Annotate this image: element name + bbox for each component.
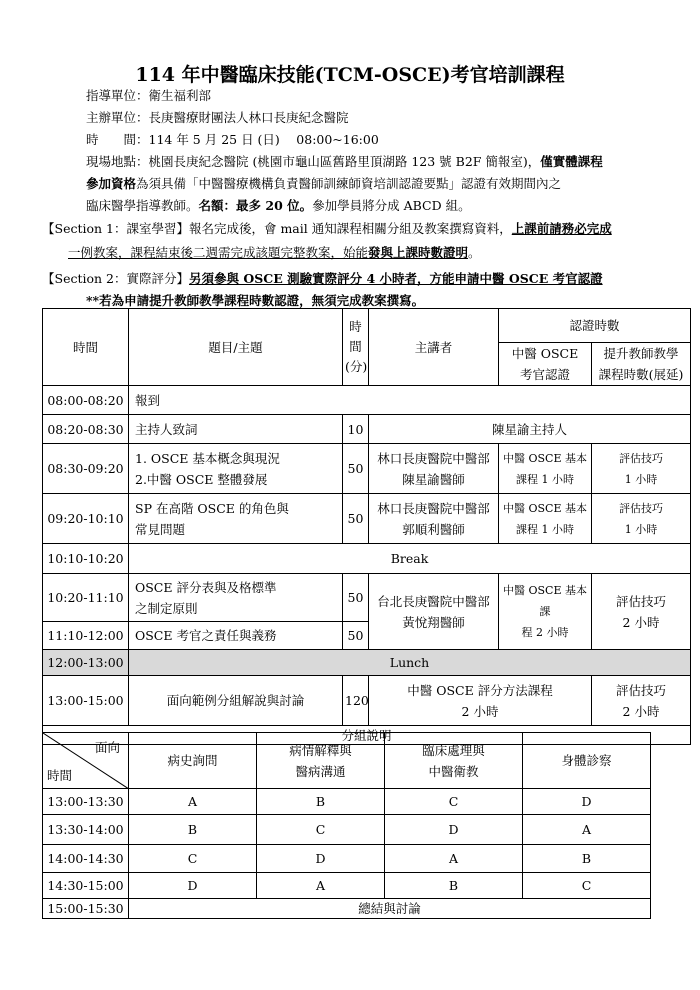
row-cert-teach [592, 494, 691, 544]
event-time: 時 間：114 年 5 月 25 日 (日) 08:00~16:00 [86, 132, 379, 147]
col-label: 病史詢問 [167, 753, 218, 768]
row-topic: 主持人致詞 [129, 415, 343, 444]
table-row [43, 444, 691, 494]
table-row [43, 574, 691, 622]
group-time: 13:30-14:00 [43, 815, 129, 845]
table-row [43, 494, 691, 544]
section1-certificate: 發與上課時數證明 [368, 245, 469, 260]
group-cell: D [129, 873, 257, 899]
header-minutes-2: 間 [349, 339, 362, 354]
table-row [43, 415, 691, 444]
page-title: 114 年中醫臨床技能(TCM-OSCE)考官培訓課程 [135, 64, 565, 86]
cert-line: 2 小時 [622, 614, 660, 630]
row-cert-osce [499, 444, 592, 494]
row-cert-teach [592, 444, 691, 494]
schedule-table [42, 308, 691, 745]
row-minutes: 50 [343, 494, 369, 544]
section1-text: 【Section 1：課室學習】報名完成後，會 mail 通知課程相關分組及教案撰寫資料， [42, 221, 512, 236]
row-topic [129, 444, 343, 494]
group-cell: B [257, 789, 385, 815]
cert-line: 2 小時 [622, 703, 660, 719]
row-cert-teach [592, 676, 691, 726]
row-topic-line: 2.中醫 OSCE 整體發展 [135, 471, 268, 487]
venue-text: 現場地點：桃園長庚紀念醫院 (桃園市龜山區舊路里頂湖路 123 號 B2F 簡報室)， [86, 154, 541, 169]
row-break: Break [129, 544, 691, 574]
table-row [43, 873, 651, 899]
row-topic: 面向範例分組解說與討論 [129, 676, 343, 726]
col-label: 身體診察 [561, 753, 612, 768]
speaker-dept: 林口長庚醫院中醫部 [377, 450, 490, 466]
row-time: 09:20-10:10 [43, 494, 129, 544]
cert-line: 評估技巧 [619, 501, 663, 515]
header-cert: 認證時數 [499, 309, 691, 343]
cert-line: 中醫 OSCE 基本課 [503, 584, 587, 618]
group-cell: A [129, 789, 257, 815]
row-time: 13:00-15:00 [43, 676, 129, 726]
cert-line: 評估技巧 [616, 682, 667, 698]
corner-bottom: 時間 [47, 768, 73, 783]
section2-note: **若為申請提升教師教學課程時數認證，無須完成教案撰寫。 [86, 293, 425, 308]
row-cert-osce [499, 494, 592, 544]
quota-count: 名額：最多 20 位。 [198, 198, 313, 213]
section1-requirement: 上課前請務必完成 [511, 221, 612, 236]
speaker-name: 陳星諭醫師 [402, 471, 465, 487]
section1-end: 。 [468, 245, 481, 260]
group-cell: A [385, 845, 523, 873]
group-cell: D [385, 815, 523, 845]
header-minutes [343, 309, 369, 386]
row-speaker [369, 444, 499, 494]
header-topic: 題目/主題 [129, 309, 343, 386]
speaker-name: 黃悅翔醫師 [402, 614, 465, 630]
table-row [43, 650, 691, 676]
row-lunch: Lunch [129, 650, 691, 676]
section1-line2 [68, 243, 481, 261]
cert-line: 程 2 小時 [521, 626, 569, 639]
group-cell: C [129, 845, 257, 873]
row-time: 10:10-10:20 [43, 544, 129, 574]
row-topic [129, 494, 343, 544]
group-cell: B [385, 873, 523, 899]
header-speaker: 主講者 [369, 309, 499, 386]
header-time: 時間 [43, 309, 129, 386]
header-cert-teach-1: 提升教師教學 [603, 346, 679, 361]
group-time: 14:30-15:00 [43, 873, 129, 899]
row-minutes: 10 [343, 415, 369, 444]
header-minutes-3: (分) [345, 359, 368, 374]
group-table [42, 732, 651, 919]
table-row [43, 544, 691, 574]
table-row [43, 899, 651, 919]
header-cert-teach [592, 343, 691, 386]
header-cert-osce [499, 343, 592, 386]
row-topic: OSCE 考官之責任與義務 [129, 622, 343, 650]
section1-deadline: 一例教案，課程結束後二週需完成該題完整教案，始能 [68, 245, 369, 260]
cert-line: 評估技巧 [616, 593, 667, 609]
table-row [43, 815, 651, 845]
row-cert-teach [592, 574, 691, 650]
row-time: 10:20-11:10 [43, 574, 129, 622]
col-label: 臨床處理與 [422, 742, 485, 758]
row-minutes: 50 [343, 574, 369, 622]
row-time: 08:30-09:20 [43, 444, 129, 494]
col-label: 醫病溝通 [295, 763, 346, 779]
table-row [43, 789, 651, 815]
table-row [43, 845, 651, 873]
group-time: 15:00-15:30 [43, 899, 129, 919]
cert-line: 中醫 OSCE 基本 [503, 451, 587, 465]
group-cell: A [523, 815, 651, 845]
section2-line [42, 269, 603, 287]
row-speaker [369, 574, 499, 650]
quota-pre: 臨床醫學指導教師。 [86, 198, 199, 213]
cert-line: 中醫 OSCE 基本 [503, 501, 587, 515]
quota-post: 參加學員將分成 ABCD 組。 [312, 198, 471, 213]
col-label: 中醫衛教 [428, 763, 479, 779]
row-topic-line: 常見問題 [135, 521, 186, 537]
group-cell: B [129, 815, 257, 845]
group-final: 總結與討論 [129, 899, 651, 919]
row-speaker [369, 494, 499, 544]
row-time: 08:20-08:30 [43, 415, 129, 444]
group-cell: B [523, 845, 651, 873]
cert-line: 1 小時 [624, 472, 658, 486]
venue-note: 僅實體課程 [540, 154, 603, 169]
header-cert-teach-2: 課程時數(展延) [598, 367, 684, 382]
speaker-dept: 台北長庚醫院中醫部 [377, 593, 490, 609]
host-unit: 主辦單位：長庚醫療財團法人林口長庚紀念醫院 [86, 110, 349, 125]
group-cell: C [523, 873, 651, 899]
group-section-title: 分組說明 [43, 726, 691, 745]
group-cell: C [385, 789, 523, 815]
row-time: 12:00-13:00 [43, 650, 129, 676]
row-minutes: 50 [343, 622, 369, 650]
row-minutes: 120 [343, 676, 369, 726]
row-topic: 報到 [129, 386, 691, 415]
speaker-dept: 林口長庚醫院中醫部 [377, 500, 490, 516]
row-topic-line: 之制定原則 [135, 600, 198, 616]
header-cert-osce-1: 中醫 OSCE [511, 346, 579, 361]
group-cell: A [257, 873, 385, 899]
header-cert-osce-2: 考官認證 [519, 367, 570, 382]
col-history [129, 733, 257, 789]
col-explain [257, 733, 385, 789]
corner-top: 面向 [94, 740, 120, 755]
cert-line: 2 小時 [461, 703, 499, 719]
qualification-label: 參加資格 [86, 176, 137, 191]
group-cell: D [523, 789, 651, 815]
group-cell: C [257, 815, 385, 845]
group-time: 14:00-14:30 [43, 845, 129, 873]
row-speaker: 陳星諭主持人 [369, 415, 691, 444]
row-time: 11:10-12:00 [43, 622, 129, 650]
section2-label: 【Section 2：實際評分】 [42, 271, 189, 286]
speaker-name: 郭順利醫師 [402, 521, 465, 537]
section1-line1 [42, 219, 612, 237]
row-topic-line: OSCE 評分表與及格標準 [135, 579, 277, 595]
col-label: 病情解釋與 [289, 742, 352, 758]
quota [86, 196, 471, 214]
guide-unit: 指導單位：衛生福利部 [86, 88, 212, 103]
table-row [43, 676, 691, 726]
group-time: 13:00-13:30 [43, 789, 129, 815]
table-row [43, 386, 691, 415]
cert-line: 1 小時 [624, 522, 658, 536]
col-clinical [385, 733, 523, 789]
section2-requirement: 另須參與 OSCE 測驗實際評分 4 小時者，方能申請中醫 OSCE 考官認證 [189, 271, 603, 286]
row-time: 08:00-08:20 [43, 386, 129, 415]
venue [86, 152, 603, 170]
cert-line: 課程 1 小時 [516, 522, 574, 536]
cert-line: 中醫 OSCE 評分方法課程 [407, 682, 553, 698]
cert-line: 評估技巧 [619, 451, 663, 465]
qualification-text: 為須具備「中醫醫療機構負責醫師訓練師資培訓認證要點」認證有效期間內之 [136, 176, 562, 191]
row-cert-osce [499, 574, 592, 650]
qualification [86, 174, 561, 192]
group-cell: D [257, 845, 385, 873]
row-minutes: 50 [343, 444, 369, 494]
cert-line: 課程 1 小時 [516, 472, 574, 486]
corner-cell [43, 733, 129, 789]
row-cert-osce [369, 676, 592, 726]
header-minutes-1: 時 [349, 319, 362, 334]
row-topic-line: SP 在高階 OSCE 的角色與 [135, 500, 289, 516]
col-physical [523, 733, 651, 789]
row-topic [129, 574, 343, 622]
row-topic-line: 1. OSCE 基本概念與現況 [135, 450, 280, 466]
